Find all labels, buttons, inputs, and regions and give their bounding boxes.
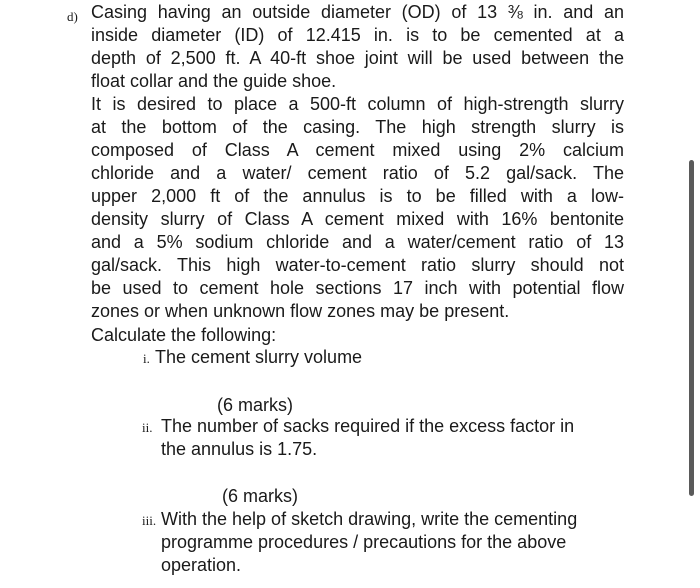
vertical-scrollbar[interactable] xyxy=(689,160,694,496)
calculate-label: Calculate the following: xyxy=(91,325,277,345)
paragraph-2-line: upper 2,000 ft of the annulus is to be filled with a low- xyxy=(91,186,624,206)
paragraph-2-line: It is desired to place a 500-ft column of high-strength slurry xyxy=(91,94,624,114)
part-i-marks: (6 marks) xyxy=(217,395,293,415)
part-i-text: The cement slurry volume xyxy=(155,347,363,367)
part-iii-text-line: programme procedures / precautions for the above xyxy=(161,532,567,552)
paragraph-1-line: float collar and the guide shoe. xyxy=(91,71,337,91)
part-ii-numeral: ii. xyxy=(142,420,153,435)
paragraph-2-line: density slurry of Class A cement mixed with 16% bentonite xyxy=(91,209,624,229)
paragraph-1-line: inside diameter (ID) of 12.415 in. is to be cemented at a xyxy=(91,25,624,45)
paragraph-2-line: zones or when unknown flow zones may be present. xyxy=(91,301,510,321)
paragraph-2-line: composed of Class A cement mixed using 2% calcium xyxy=(91,140,624,160)
part-iii-text-line: operation. xyxy=(161,555,242,575)
question-paragraph-1 xyxy=(91,1,624,93)
part-iii-text-line: With the help of sketch drawing, write the cementing xyxy=(161,509,578,529)
part-i-numeral: i. xyxy=(143,351,150,366)
part-iii-numeral: iii. xyxy=(142,513,157,528)
part-ii-text-line: The number of sacks required if the excess factor in xyxy=(161,416,575,436)
paragraph-2-line: be used to cement hole sections 17 inch with potential flow xyxy=(91,278,624,298)
paragraph-2-line: gal/sack. This high water-to-cement ratio slurry should not xyxy=(91,255,624,275)
paragraph-2-line: at the bottom of the casing. The high strength slurry is xyxy=(91,117,624,137)
question-paragraph-2 xyxy=(91,93,624,323)
part-ii-text-line: the annulus is 1.75. xyxy=(161,439,318,459)
paragraph-1-line: Casing having an outside diameter (OD) of 13 ⅜ in. and an xyxy=(91,2,624,22)
part-ii-marks: (6 marks) xyxy=(222,486,298,506)
paragraph-2-line: chloride and a water/ cement ratio of 5.2 gal/sack. The xyxy=(91,163,624,183)
paragraph-1-line: depth of 2,500 ft. A 40-ft shoe joint will be used between the xyxy=(91,48,624,68)
paragraph-2-line: and a 5% sodium chloride and a water/cement ratio of 13 xyxy=(91,232,624,252)
question-label: d) xyxy=(67,9,78,24)
